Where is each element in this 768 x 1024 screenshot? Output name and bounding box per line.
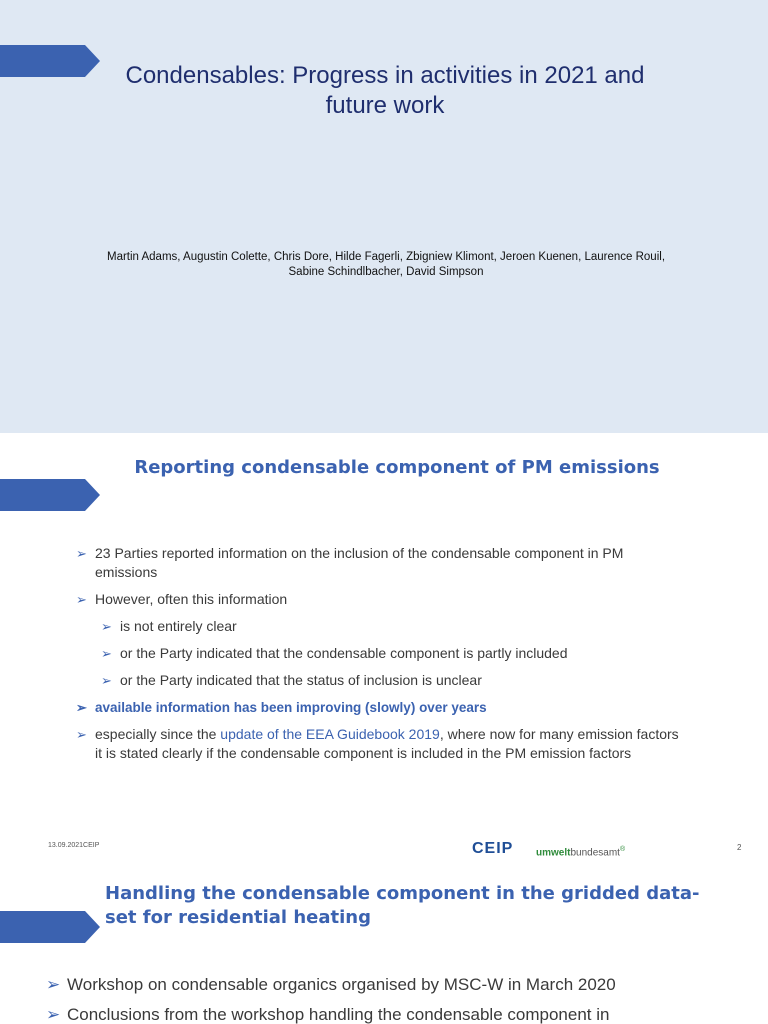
slide-title: Condensables: Progress in activities in 2021 and future work [125, 62, 645, 119]
arrow-bullet-icon: ➢ [76, 727, 87, 742]
reporting-slide [0, 433, 768, 865]
author-list: Martin Adams, Augustin Colette, Chris Dore, Hilde Fagerli, Zbigniew Klimont, Jeroen Kuenen, Laurence Rouil, Sabine Schindlbacher, David Simpson [106, 251, 666, 278]
page-number: 2 [737, 843, 742, 852]
slide-title: Handling the condensable component in the gridded data-set for residential heating [105, 883, 700, 928]
umweltbundesamt-logo: umweltbundesamt® [536, 846, 626, 859]
arrow-decoration [0, 479, 100, 511]
arrow-bullet-icon: ➢ [76, 592, 87, 607]
highlight-bullet-item: ➢ available information has been improving (slowly) over years [76, 700, 487, 715]
guidebook-link[interactable]: update of the EEA Guidebook 2019 [220, 726, 440, 742]
ceip-logo: CEIP [472, 840, 514, 857]
gridded-data-slide [0, 865, 768, 1024]
bullet-item: ➢ 23 Parties reported information on the inclusion of the condensable component in PM emissions [76, 545, 624, 580]
arrow-decoration [0, 911, 100, 943]
arrow-bullet-icon: ➢ [101, 619, 112, 634]
bullet-list [76, 544, 686, 771]
bullet-item: ➢ Conclusions from the workshop handling the condensable component in [46, 1005, 610, 1024]
sub-bullet-item: ➢ or the Party indicated that the condensable component is partly included [101, 645, 568, 661]
sub-bullet-item: ➢ or the Party indicated that the status of inclusion is unclear [101, 672, 482, 688]
bullet-list [46, 974, 746, 1024]
arrow-bullet-icon: ➢ [101, 673, 112, 688]
title-slide [0, 0, 768, 433]
arrow-bullet-icon: ➢ [101, 646, 112, 661]
arrow-bullet-icon: ➢ [76, 546, 87, 561]
bullet-item: ➢ However, often this information [76, 591, 288, 607]
footer-date: 13.09.2021CEIP [48, 842, 100, 849]
arrow-decoration [0, 45, 100, 77]
bullet-item: ➢ Workshop on condensable organics organised by MSC-W in March 2020 [46, 975, 616, 994]
arrow-bullet-icon: ➢ [46, 1005, 61, 1024]
bullet-item: ➢ especially since the update of the EEA Guidebook 2019, where now for many emission factors it is stated clearly if the condensable component is included in the PM emission factors [76, 726, 679, 761]
slide-title: Reporting condensable component of PM emissions [134, 457, 660, 478]
arrow-bullet-icon: ➢ [76, 700, 87, 715]
arrow-bullet-icon: ➢ [46, 975, 61, 994]
sub-bullet-item: ➢ is not entirely clear [101, 618, 237, 634]
